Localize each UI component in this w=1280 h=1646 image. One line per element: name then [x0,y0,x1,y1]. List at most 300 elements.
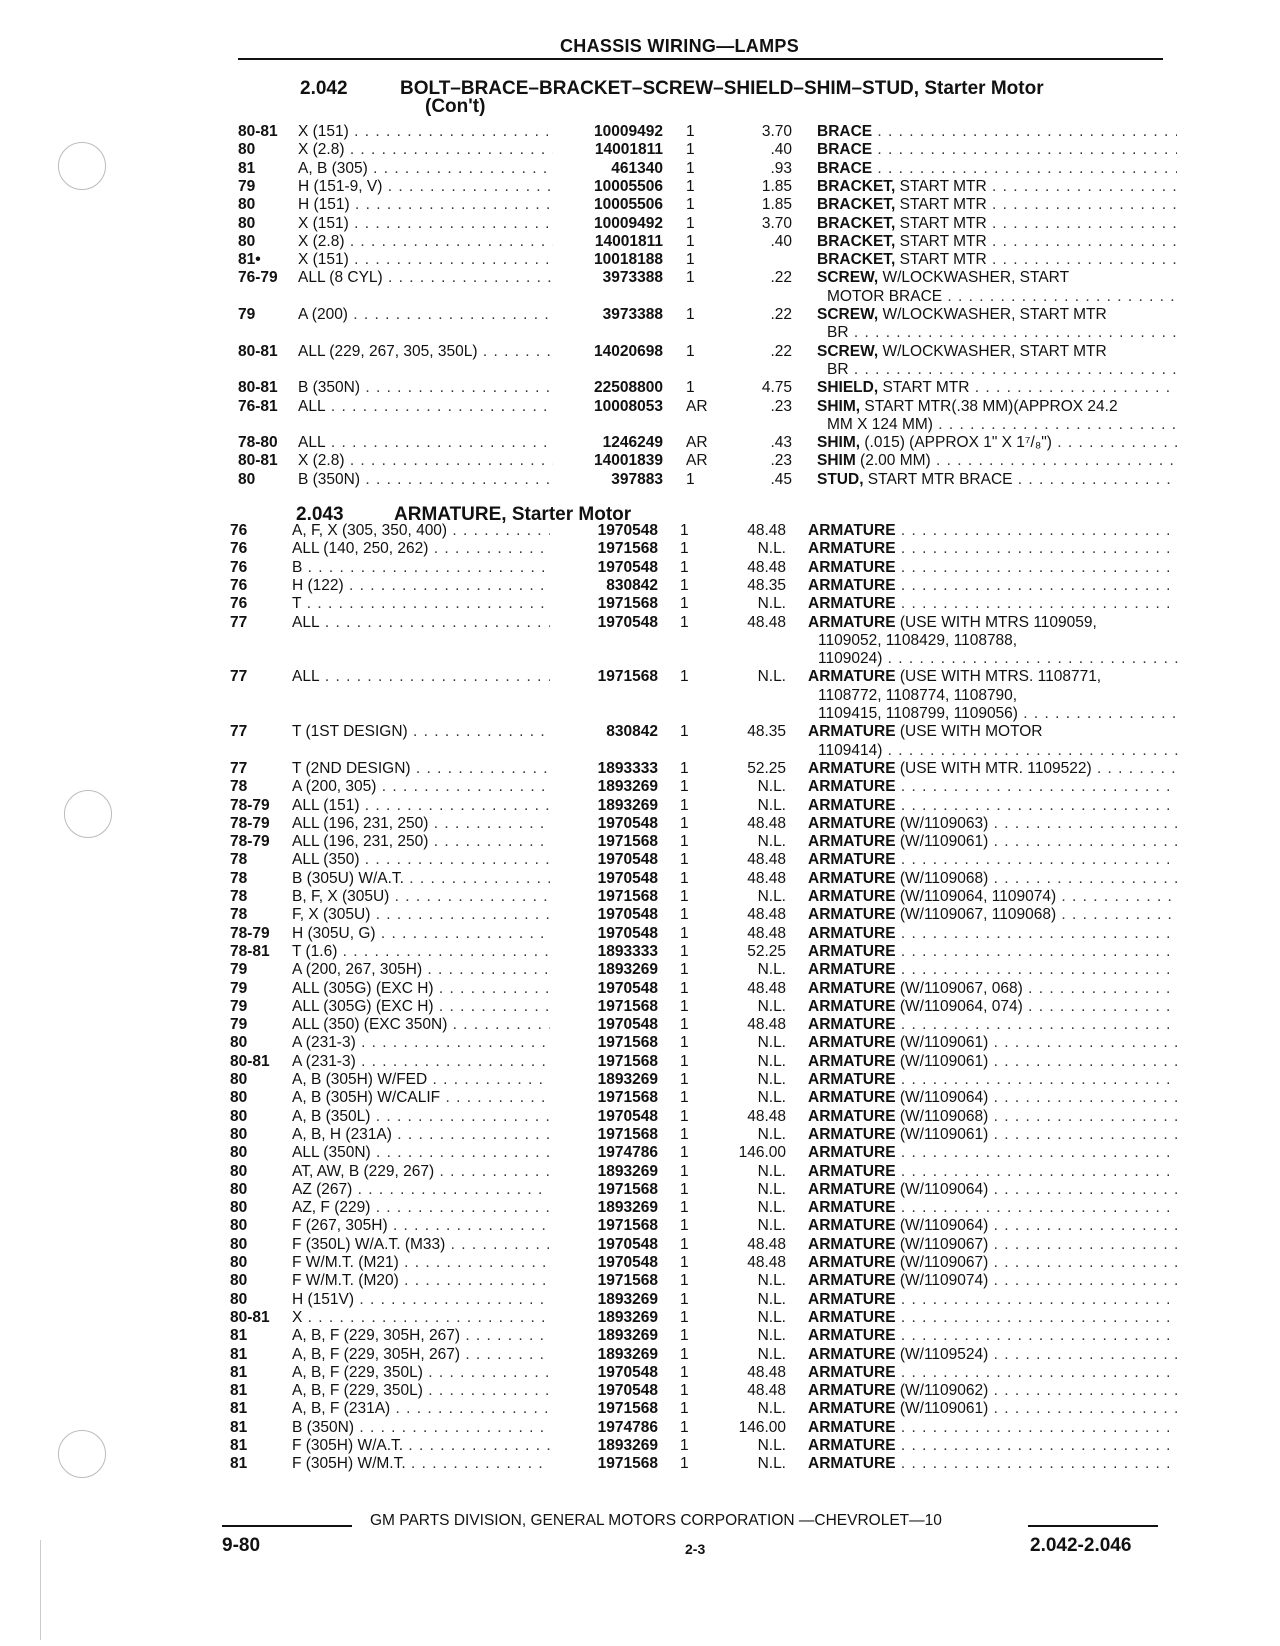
table-row [0,797,1280,816]
price: 48.48 [747,1382,786,1400]
part-number: 1970548 [597,1235,658,1253]
model-year: 80-81 [238,342,278,360]
part-description [817,434,1177,452]
part-number: 1970548 [597,869,658,887]
part-description [808,1382,1178,1400]
table-row [0,1071,1280,1090]
quantity: 1 [680,942,689,960]
part-number: 1970548 [597,1382,658,1400]
model-year: 80 [230,1034,248,1052]
part-description [817,251,1177,269]
price: 48.35 [747,576,786,594]
price: 48.35 [747,723,786,741]
part-description [817,233,1177,251]
model-application: ALL (305G) (EXC H) . . . [292,980,550,998]
table-row [0,888,1280,907]
part-description [808,1272,1178,1290]
quantity: 1 [680,613,689,631]
price: N.L. [757,1071,786,1088]
part-detail: (W/1109063) [895,814,989,832]
model-application: AT, AW, B (229, 267) . . . [292,1163,550,1181]
part-description [808,1163,1178,1181]
quantity: 1 [680,1345,689,1363]
part-name: ARMATURE [808,1382,896,1400]
part-number: 1971568 [597,1217,658,1235]
table-row [0,1364,1280,1383]
quantity: 1 [680,1034,689,1052]
part-description [808,1455,1178,1473]
part-name: SCREW, [817,342,879,360]
part-name: ARMATURE [808,723,896,741]
part-name: ARMATURE [808,1144,896,1162]
page-edge-line [40,1540,41,1640]
table-row [0,1181,1280,1200]
table-row [0,123,1280,142]
part-name: ARMATURE [808,1162,896,1180]
part-name: ARMATURE [808,997,896,1015]
part-name: ARMATURE [808,1290,896,1308]
model-year: 80 [230,1217,248,1235]
part-number: 830842 [606,723,658,741]
part-description [808,888,1178,906]
price: .40 [770,232,792,250]
part-name: SCREW, [817,306,879,323]
table-row [0,668,1280,687]
part-name: ARMATURE [808,796,896,814]
part-detail: W/LOCKWASHER, START [878,269,1070,287]
model-application: H (305U, G) . . . [292,925,550,943]
quantity: 1 [680,540,689,558]
price: 48.48 [747,1016,786,1034]
part-name: ARMATURE [808,1308,896,1326]
quantity: 1 [680,1144,689,1162]
part-description [817,452,1177,470]
price: N.L. [757,1162,786,1180]
part-description [808,668,1178,686]
part-number: 1893269 [597,1327,658,1345]
model-application: F (305H) W/M.T. . . . [292,1455,550,1473]
table-row [0,1346,1280,1365]
table-row [0,906,1280,925]
part-description [808,906,1178,924]
table-row [0,540,1280,559]
price: .23 [770,397,792,415]
part-description [808,760,1178,778]
part-number: 1971568 [597,888,658,905]
part-description [808,1108,1178,1126]
part-name: BRACKET, [817,177,896,195]
table-row [0,1437,1280,1456]
part-description [808,1089,1178,1107]
table-row [0,269,1280,288]
part-number: 1971568 [597,1455,658,1473]
quantity: 1 [680,906,689,924]
part-number: 1893269 [597,1162,658,1180]
quantity: 1 [680,1089,689,1107]
part-name: BRACKET, [817,196,896,214]
table-row [0,1419,1280,1438]
part-detail: (USE WITH MTRS 1109059, [895,613,1097,631]
footer-page-number: 2-3 [685,1541,706,1557]
model-year: 81 [230,1327,248,1345]
model-application: ALL (350) . . . [292,851,550,869]
model-year: 77 [230,759,248,777]
model-application: A (200) . . . [298,306,553,324]
quantity: 1 [680,796,689,814]
part-description [808,851,1178,869]
part-description-continued: MOTOR BRACE . . . [827,288,1177,306]
price: .23 [770,452,792,470]
quantity: 1 [680,1107,689,1125]
part-name: STUD, [817,470,864,488]
part-number: 1246249 [602,434,663,452]
price: 4.75 [761,379,792,397]
part-detail: (W/1109067, 068) [895,979,1023,997]
part-name: ARMATURE [808,979,896,997]
quantity: 1 [686,379,695,397]
part-number: 10018188 [594,251,663,269]
model-year: 76 [230,558,248,576]
table-row [0,471,1280,490]
model-application: A (200, 305) . . . [292,778,550,796]
model-application: B (305U) W/A.T. . . . [292,870,550,888]
quantity: 1 [686,306,695,323]
part-number: 1893333 [597,759,658,777]
part-description [808,1327,1178,1345]
model-application: H (151-9, V) . . . [298,178,553,196]
price: N.L. [757,1345,786,1363]
part-number: 14001811 [594,141,663,159]
model-application: X (2.8) . . . [298,141,553,159]
punch-hole [64,790,112,838]
model-year: 80 [238,232,256,250]
price: 48.48 [747,906,786,924]
part-name: BRACE [817,141,873,159]
part-description [808,1034,1178,1052]
part-detail: START MTR [878,379,970,397]
quantity: 1 [680,522,689,539]
quantity: 1 [686,196,695,214]
quantity: 1 [680,1254,689,1271]
part-description [808,1364,1178,1382]
model-application: A, B, F (229, 350L) . . . [292,1364,550,1382]
price: 146.00 [738,1144,786,1162]
part-name: ARMATURE [808,1272,896,1290]
model-application: X . . . [292,1309,550,1327]
part-number: 1971568 [597,833,658,851]
quantity: 1 [680,759,689,777]
table-row [0,233,1280,252]
model-year: 80 [230,1199,248,1217]
part-name: ARMATURE [808,1180,896,1198]
price: 1.85 [761,177,792,195]
table-row [0,943,1280,962]
part-name: SCREW, [817,269,879,287]
price: N.L. [757,833,786,851]
part-description [808,614,1178,632]
price: N.L. [757,1308,786,1326]
price: N.L. [757,961,786,979]
table-row [0,1034,1280,1053]
model-application: X (151) . . . [298,251,553,269]
model-application: ALL (140, 250, 262) . . . [292,540,550,558]
part-detail: (W/1109061) [895,1034,989,1052]
table-row [0,1382,1280,1401]
model-application: T . . . [292,595,550,613]
model-year: 80-81 [230,1308,270,1326]
quantity: 1 [686,141,695,159]
part-number: 1893269 [597,1071,658,1088]
table-row [0,522,1280,541]
part-number: 10009492 [594,123,663,140]
table-row [0,251,1280,270]
part-detail: (W/1109067) [895,1254,989,1271]
price: 48.48 [747,869,786,887]
price: 48.48 [747,814,786,832]
model-year: 76 [230,595,248,613]
part-description-continued: 1109415, 1108799, 1109056) . . . [818,705,1178,723]
model-application: F (350L) W/A.T. (M33) . . . [292,1236,550,1254]
part-detail: (W/1109064) [895,1089,989,1107]
model-application: A, B, F (229, 305H, 267) . . . [292,1346,550,1364]
price: N.L. [757,1199,786,1217]
part-detail: (W/1109064, 074) [895,997,1023,1015]
part-number: 1970548 [597,522,658,539]
model-application: A, B (350L) . . . [292,1108,550,1126]
table-row [0,141,1280,160]
part-description [808,980,1178,998]
part-number: 1971568 [597,1400,658,1418]
part-description-continued: 1108772, 1108774, 1108790, [818,686,1018,704]
model-application: ALL (151) . . . [292,797,550,815]
quantity: 1 [686,232,695,250]
part-name: SHIM, [817,397,861,415]
table-row [0,925,1280,944]
part-description [808,870,1178,888]
part-name: ARMATURE [808,1089,896,1107]
part-description [808,815,1178,833]
part-number: 22508800 [594,379,663,397]
price: N.L. [757,997,786,1015]
quantity: 1 [680,1437,689,1454]
quantity: 1 [686,177,695,195]
part-description [808,1181,1178,1199]
part-description [808,522,1178,540]
part-number: 1893269 [597,778,658,796]
model-application: ALL . . . [292,668,550,686]
quantity: 1 [680,778,689,796]
quantity: 1 [680,1052,689,1070]
price: N.L. [757,1272,786,1290]
page-header-title: CHASSIS WIRING—LAMPS [560,36,800,56]
part-name: ARMATURE [808,613,896,631]
model-year: 78 [230,906,248,924]
model-year: 78-81 [230,942,270,960]
price: 48.48 [747,1363,786,1381]
model-application: A, B, H (231A) . . . [292,1126,550,1144]
part-description [808,1254,1178,1272]
part-description [808,925,1178,943]
price: N.L. [757,1327,786,1345]
quantity: 1 [680,595,689,613]
table-row [0,778,1280,797]
table-row [0,595,1280,614]
part-number: 1971568 [597,540,658,558]
table-row [0,160,1280,179]
part-description-continued: BR . . . [827,361,1177,379]
part-number: 1971568 [597,1180,658,1198]
quantity: 1 [680,979,689,997]
model-application: X (2.8) . . . [298,452,553,470]
quantity: AR [686,452,708,470]
part-description [808,577,1178,595]
part-description [808,1016,1178,1034]
table-row [0,452,1280,471]
price: N.L. [757,595,786,613]
model-application: X (2.8) . . . [298,233,553,251]
part-description [808,778,1178,796]
part-name: BRACE [817,123,873,140]
part-number: 1970548 [597,558,658,576]
quantity: 1 [680,1327,689,1345]
model-year: 80 [230,1272,248,1290]
footer-date: 9-80 [222,1535,261,1556]
price: N.L. [757,540,786,558]
quantity: 1 [680,1455,689,1473]
part-name: ARMATURE [808,1437,896,1454]
part-description-continued: MM X 124 MM) . . . [827,416,1177,434]
model-year: 78 [230,888,248,905]
model-year: 80 [238,470,256,488]
part-description [808,1400,1178,1418]
quantity: 1 [680,1162,689,1180]
part-detail: START MTR(.38 MM)(APPROX 24.2 [860,397,1118,415]
table-row [0,196,1280,215]
part-number: 14020698 [594,342,663,360]
price: N.L. [757,778,786,796]
table-row [0,961,1280,980]
price: 48.48 [747,979,786,997]
part-description [808,961,1178,979]
model-year: 79 [238,177,256,195]
part-detail: (W/1109061) [895,1052,989,1070]
model-year: 78-79 [230,924,270,942]
part-number: 1970548 [597,979,658,997]
part-name: ARMATURE [808,1034,896,1052]
quantity: 1 [680,668,689,686]
model-application: B (350N) . . . [292,1419,550,1437]
part-name: SHIM [817,452,856,470]
model-year: 80 [230,1144,248,1162]
part-number: 1970548 [597,1254,658,1271]
part-detail: (W/1109064) [895,1217,989,1235]
model-application: B, F, X (305U) . . . [292,888,550,906]
model-application: ALL . . . [292,614,550,632]
footer-rule [222,1525,352,1527]
model-year: 80 [230,1290,248,1308]
model-year: 78 [230,869,248,887]
model-year: 80 [238,214,256,232]
price: N.L. [757,796,786,814]
model-year: 81 [230,1363,248,1381]
part-description [817,306,1177,324]
part-number: 1970548 [597,1107,658,1125]
table-row [0,998,1280,1017]
model-year: 78-79 [230,796,270,814]
model-application: H (122) . . . [292,577,550,595]
table-row [0,980,1280,999]
model-year: 78-79 [230,833,270,851]
model-year: 81 [230,1418,248,1436]
table-row [0,1199,1280,1218]
model-year: 80-81 [230,1052,270,1070]
part-number: 1893333 [597,942,658,960]
part-number: 14001811 [594,232,663,250]
model-year: 80 [230,1107,248,1125]
price: 3.70 [761,214,792,232]
quantity: 1 [680,851,689,869]
table-row [0,434,1280,453]
table-row [0,1016,1280,1035]
part-detail: (W/1109061) [895,1400,989,1418]
model-year: 79 [230,1016,248,1034]
model-application: T (2ND DESIGN) . . . [292,760,550,778]
model-year: 79 [238,306,256,323]
part-name: ARMATURE [808,778,896,796]
part-detail: START MTR [895,232,987,250]
part-detail: (USE WITH MTRS. 1108771, [895,668,1102,686]
price: .22 [770,342,792,360]
section-title: BOLT–BRACE–BRACKET–SCREW–SHIELD–SHIM–STUD, Starter Motor [400,78,1044,99]
table-row [0,178,1280,197]
price: 52.25 [747,942,786,960]
quantity: 1 [680,723,689,741]
model-year: 81 [230,1345,248,1363]
price: 3.70 [761,123,792,140]
table-row [0,723,1280,742]
part-number: 1971568 [597,1034,658,1052]
price: N.L. [757,1290,786,1308]
part-number: 1893269 [597,1290,658,1308]
part-description [808,943,1178,961]
model-year: 78-79 [230,814,270,832]
part-name: ARMATURE [808,1071,896,1088]
price: N.L. [757,1400,786,1418]
model-year: 78 [230,851,248,869]
quantity: 1 [680,1400,689,1418]
part-description [817,269,1177,287]
part-detail: (W/1109064, 1109074) [895,888,1057,905]
price: N.L. [757,1217,786,1235]
part-number: 1971568 [597,1272,658,1290]
quantity: 1 [680,1217,689,1235]
part-name: ARMATURE [808,1400,896,1418]
part-name: ARMATURE [808,851,896,869]
quantity: 1 [680,1290,689,1308]
part-description [808,1144,1178,1162]
price: N.L. [757,1089,786,1107]
part-number: 1893269 [597,1345,658,1363]
price: 48.48 [747,613,786,631]
part-description [817,471,1177,489]
part-name: ARMATURE [808,1125,896,1143]
part-name: ARMATURE [808,833,896,851]
part-detail: (USE WITH MOTOR [895,723,1043,741]
table-row [0,1236,1280,1255]
price: 48.48 [747,522,786,539]
table-row [0,1455,1280,1474]
part-name: BRACKET, [817,232,896,250]
